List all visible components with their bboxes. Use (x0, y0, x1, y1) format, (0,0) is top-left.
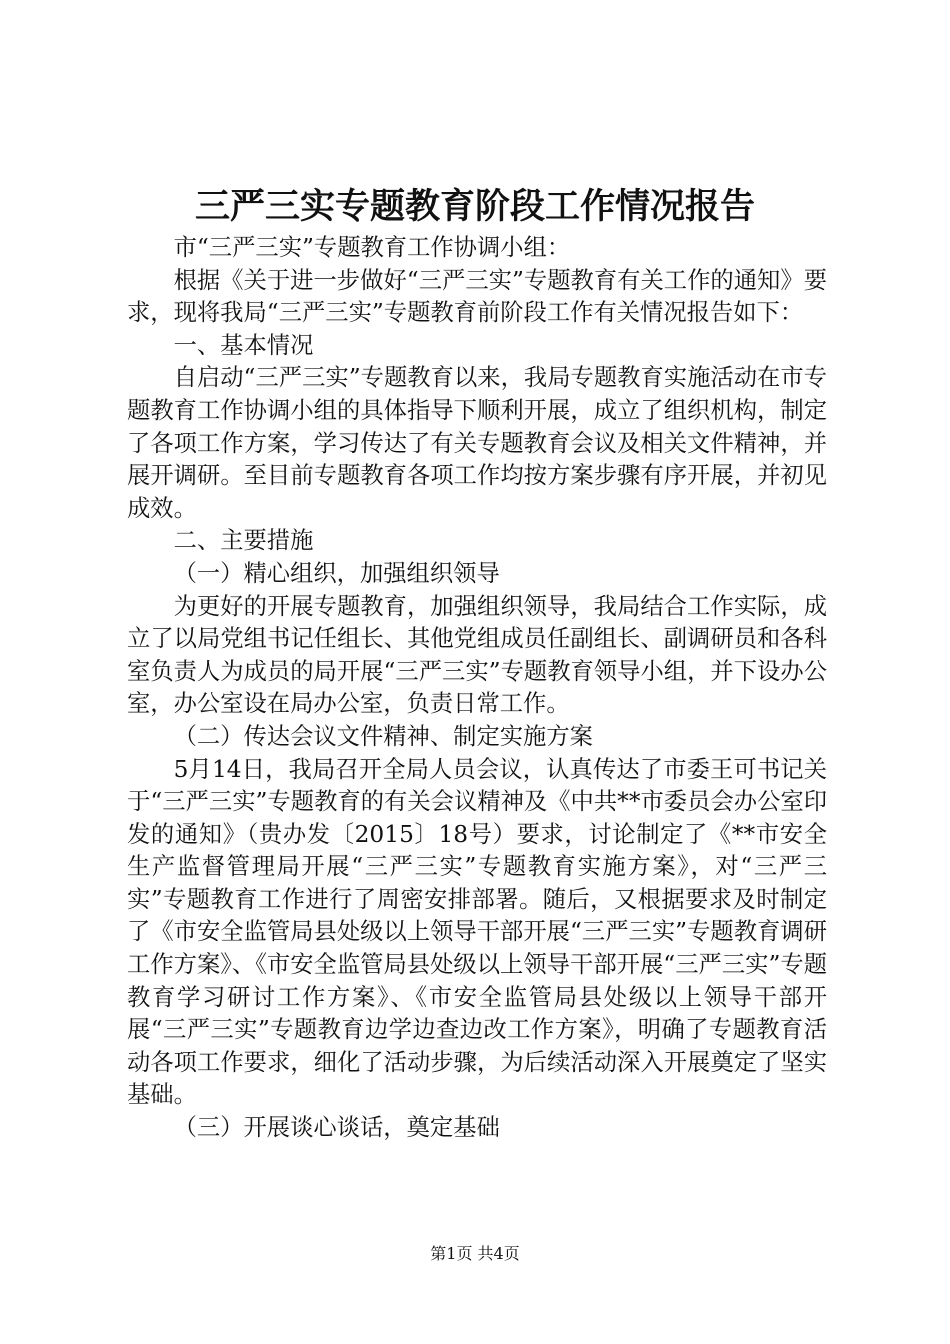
section-heading-basic: 一、基本情况 (173, 331, 314, 359)
subsection-heading-3: （三）开展谈心谈话，奠定基础 (173, 1114, 500, 1142)
document-body (127, 232, 827, 1145)
intro-paragraph: 根据《关于进一步做好“三严三实”专题教育有关工作的通知》要求，现将我局“三严三实”专题教育前阶段工作有关情况报告如下： (127, 266, 827, 327)
subsection-heading-1: （一）精心组织，加强组织领导 (173, 559, 500, 587)
section-heading-measures: 二、主要措施 (173, 527, 314, 555)
document-title: 三严三实专题教育阶段工作情况报告 (194, 186, 755, 227)
salutation: 市“三严三实”专题教育工作协调小组： (173, 234, 571, 261)
subsection-heading-2: （二）传达会议文件精神、制定实施方案 (173, 722, 593, 750)
basic-situation-paragraph: 自启动“三严三实”专题教育以来，我局专题教育实施活动在市专题教育工作协调小组的具体指导下顺利开展，成立了组织机构，制定了各项工作方案，学习传达了有关专题教育会议及相关文件精神，并展开调研。至目前专题教育各项工作均按方案步骤有序开展，并初见成效。 (127, 364, 827, 522)
subsection-1-paragraph: 为更好的开展专题教育，加强组织领导，我局结合工作实际，成立了以局党组书记任组长、其他党组成员任副组长、副调研员和各科室负责人为成员的局开展“三严三实”专题教育领导小组，并下设办公室，办公室设在局办公室，负责日常工作。 (127, 592, 827, 718)
page-number-footer: 第1页 共4页 (430, 1244, 520, 1263)
subsection-2-paragraph: 5月14日，我局召开全局人员会议，认真传达了市委王可书记关于“三严三实”专题教育的有关会议精神及《中共**市委员会办公室印发的通知》（贵办发〔2015〕18号）要求，讨论制定了《**市安全生产监督管理局开展“三严三实”专题教育实施方案》，对“三严三实”专题教育工作进行了周密安排部署。随后，又根据要求及时制定了《市安全监管局县处级以上领导干部开展“三严三实”专题教育调研工作方案》、《市安全监管局县处级以上领导干部开展“三严三实”专题教育学习研讨工作方案》、《市安全监管局县处级以上领导干部开展“三严三实”专题教育边学边查边改工作方案》，明确了专题教育活动各项工作要求，细化了活动步骤，为后续活动深入开展奠定了坚实基础。 (127, 755, 827, 1109)
